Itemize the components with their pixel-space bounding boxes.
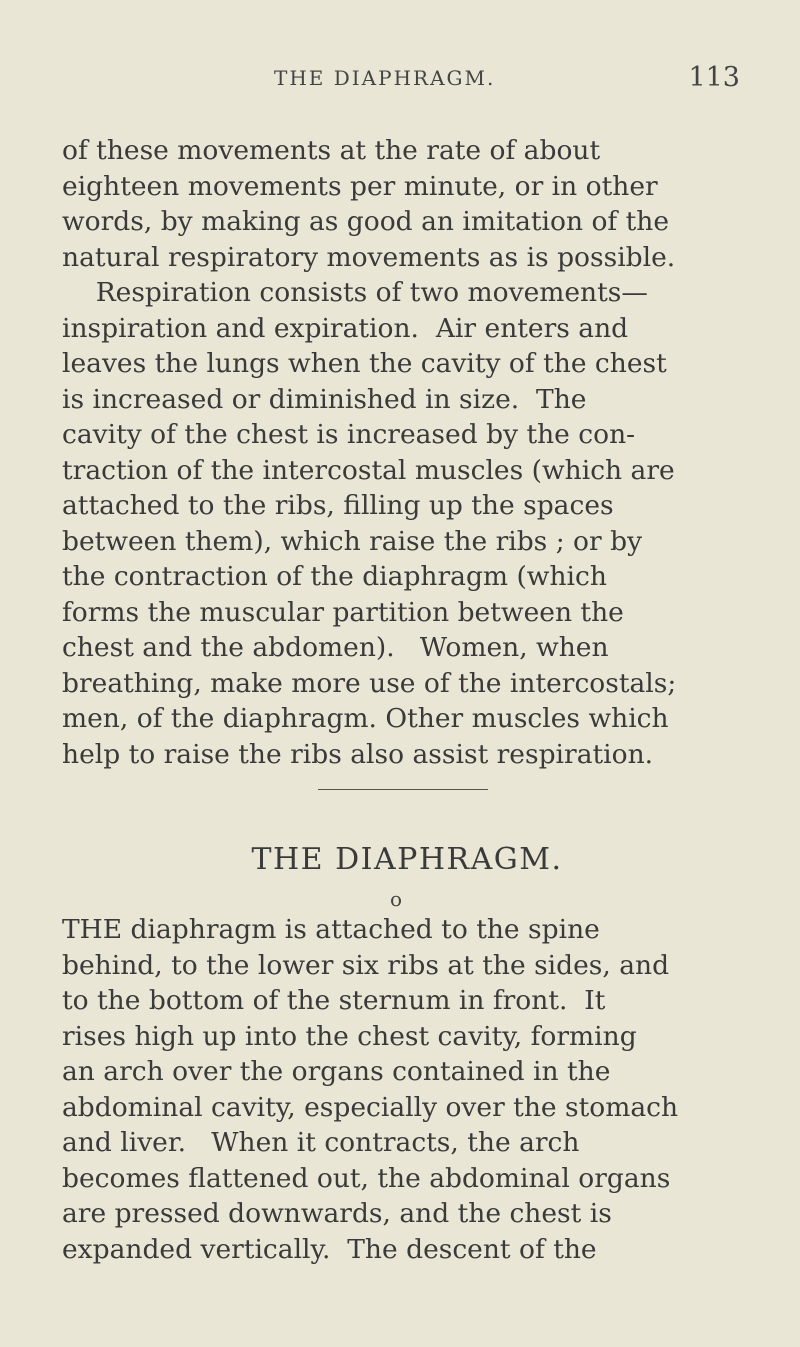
running-title: THE DIAPHRAGM. [274,66,496,90]
text-line: and liver. When it contracts, the arch [62,1127,580,1158]
text-line: words, by making as good an imitation of the [62,206,670,237]
text-line: abdominal cavity, especially over the stomach [62,1091,679,1123]
text-line: the contraction of the diaphragm (which [62,561,607,592]
running-head [62,62,752,106]
text-line: THE diaphragm is attached to the spine [62,914,600,945]
text-line: Respiration consists of two movements— [62,277,648,308]
section-divider [318,789,488,790]
text-line: behind, to the lower six ribs at the sides, and [62,949,670,981]
text-line: are pressed downwards, and the chest is [62,1198,612,1229]
text-line: men, of the diaphragm. Other muscles which [62,703,669,734]
text-line: chest and the abdomen). Women, when [62,632,609,663]
paragraph-diaphragm [62,912,752,1267]
text-line: eighteen movements per minute, or in other [62,170,658,202]
text-line: cavity of the chest is increased by the con- [62,419,636,450]
text-line: to the bottom of the sternum in front. It [62,985,606,1016]
text-line: inspiration and expiration. Air enters and [62,312,629,344]
text-line: becomes flattened out, the abdominal organs [62,1162,671,1194]
text-line: expanded vertically. The descent of the [62,1233,597,1265]
paragraph-respiration [62,133,752,772]
section-title: THE DIAPHRAGM. [251,842,563,877]
text-line: natural respiratory movements as is possible. [62,241,676,273]
page-number: 113 [688,62,740,93]
text-line: between them), which raise the ribs ; or by [62,525,643,557]
text-line: attached to the ribs, filling up the spaces [62,490,614,521]
text-line: help to raise the ribs also assist respiration. [62,738,654,770]
text-line: an arch over the organs contained in the [62,1056,611,1087]
text-line: of these movements at the rate of about [62,135,601,166]
text-line: rises high up into the chest cavity, forming [62,1020,637,1052]
section-ornament: o [390,887,403,911]
text-line: forms the muscular partition between the [62,596,624,628]
text-line: traction of the intercostal muscles (which are [62,454,675,486]
text-line: breathing, make more use of the intercostals; [62,667,677,699]
text-line: is increased or diminished in size. The [62,383,587,415]
text-line: leaves the lungs when the cavity of the chest [62,348,667,379]
